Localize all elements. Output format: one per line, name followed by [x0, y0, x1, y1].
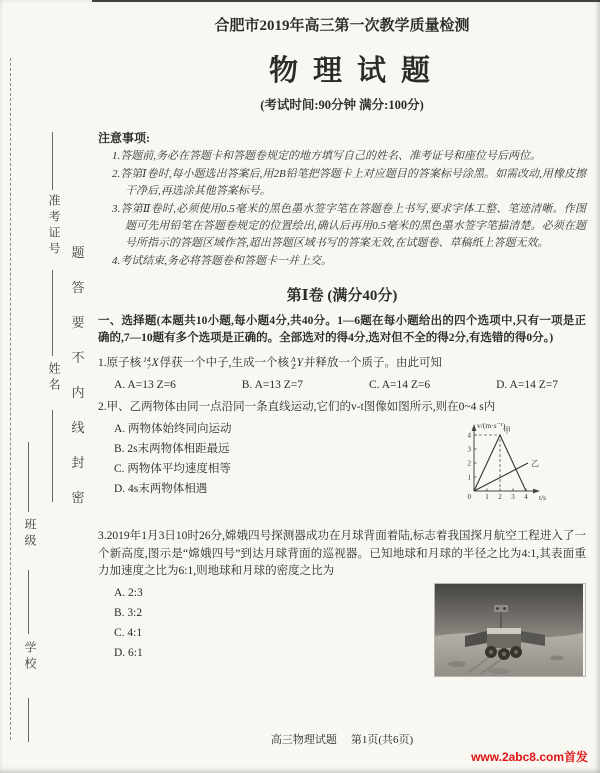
- field-label-exam-number: 准考证号: [47, 194, 61, 258]
- option-a: A. 2:3: [114, 586, 143, 599]
- option-b: B. 3:2: [114, 606, 143, 619]
- option-c: C. 两物体平均速度相等: [114, 462, 231, 475]
- notice-item-2: 2.答第Ⅰ卷时,每小题选出答案后,用2B铅笔把答题卡上对应题目的答案标号涂黑。如需改动,用橡皮擦干净后,再选涂其他答案标号。: [112, 168, 586, 197]
- field-write-line: [52, 132, 53, 190]
- y-tick: 1: [467, 473, 471, 481]
- lunar-rover-photo: [434, 583, 586, 677]
- field-write-line: [28, 698, 29, 742]
- seal-char: 题: [71, 245, 85, 260]
- seal-char: 不: [71, 350, 85, 365]
- x-tick: 1: [485, 492, 489, 501]
- notice-list: [112, 148, 586, 270]
- y-axis-label: v/(m·s⁻¹): [477, 420, 506, 430]
- question-number: 2.: [98, 401, 107, 413]
- notice-item-3: 3.答第Ⅱ卷时,必须使用0.5毫米的黑色墨水签字笔在答题卷上书写,要求字体工整、笔迹清晰。作图题可先用铅笔在答题卷规定的位置绘出,确认后再用0.5毫米的黑色墨水签字笔描清楚。必须在题号所指示的答题区域作答,超出答题区域书写的答案无效,在试题卷、草稿纸上答题无效。: [112, 203, 586, 249]
- option-c: C. 4:1: [114, 626, 143, 639]
- seal-char: 密: [71, 490, 85, 505]
- stem-text: 2019年1月3日10时26分,嫦娥四号探测器成功在月球背面着陆,标志着我国探月航空工程进入了一个新高度,图示是“嫦娥四号”到达月球背面的巡视器。已知地球和月球的半径之比为4:1,其表面重力加速度之比为6:1,则地球和月球的密度之比为: [98, 530, 586, 577]
- series-jia-label: 甲: [503, 425, 511, 435]
- seal-char: 要: [71, 315, 85, 330]
- stem-text: 并释放一个质子。由此可知: [304, 357, 443, 369]
- option-a: A. A=13 Z=6: [114, 378, 176, 391]
- option-c: C. A=14 Z=6: [368, 378, 431, 391]
- vt-graph: [454, 419, 582, 524]
- exam-time-score: (考试时间:90分钟 满分:100分): [260, 98, 424, 112]
- question-3-stem: [98, 528, 586, 581]
- x-axis-label: t/s: [539, 492, 547, 502]
- page-footer: [98, 731, 586, 747]
- option-b: B. A=13 Z=7: [241, 378, 304, 391]
- mass-number: A: [291, 355, 296, 364]
- question-1: [98, 355, 586, 394]
- field-label-class: 班级: [23, 518, 37, 550]
- seal-text-column: [70, 242, 86, 506]
- footer-exam-name: 高三物理试题: [270, 734, 337, 746]
- watermark-url: www.2abc8.com首发: [471, 750, 588, 764]
- element-symbol: X: [151, 357, 159, 369]
- section-title: 第Ⅰ卷 (满分40分): [286, 288, 398, 304]
- field-write-line: [52, 270, 53, 356]
- paper-title: [98, 48, 586, 89]
- field-write-line: [28, 442, 29, 512]
- question-2-stem: [98, 399, 586, 417]
- field-label-school: 学校: [23, 641, 37, 673]
- option-d: D. 4s末两物体相遇: [114, 482, 208, 495]
- scan-edge-line: [92, 0, 600, 2]
- option-d: D. A=14 Z=7: [496, 378, 558, 391]
- stem-text: 原子核: [106, 357, 142, 369]
- y-tick: 3: [467, 445, 471, 453]
- stem-text: 俘获一个中子,生成一个核: [159, 357, 290, 369]
- notice-title: 注意事项:: [98, 131, 150, 145]
- series-yi-label: 乙: [531, 458, 539, 468]
- option-d: D. 6:1: [114, 646, 143, 659]
- field-write-line: [52, 410, 53, 502]
- option-a: A. 两物体始终同向运动: [114, 422, 232, 435]
- question-number: 1.: [98, 357, 107, 369]
- seal-char: 线: [71, 420, 85, 435]
- nuclide-y: [289, 357, 304, 369]
- question-1-options: [114, 377, 558, 395]
- notice-item-1: 1.答题前,务必在答题卡和答题卷规定的地方填写自己的姓名、准考证号和座位号后两位。: [112, 150, 541, 162]
- exam-header: 合肥市2019年高三第一次教学质量检测: [214, 18, 470, 34]
- footer-page-number: 第1页(共6页): [350, 734, 414, 746]
- seal-char: 封: [71, 455, 85, 470]
- seal-char: 答: [71, 280, 85, 295]
- atomic-number: Z: [291, 362, 296, 371]
- question-number: 3.: [98, 530, 107, 542]
- x-tick: 4: [524, 492, 528, 501]
- nuclide-x: [141, 357, 160, 369]
- mass-number: 14: [143, 355, 151, 364]
- x-tick: 3: [511, 492, 515, 501]
- stem-text: 甲、乙两物体由同一点沿同一条直线运动,它们的v-t图像如图所示,则在0~4 s内: [106, 401, 496, 413]
- field-label-name: 姓名: [47, 362, 61, 394]
- part-intro: 一、选择题(本题共10小题,每小题4分,共40分。1—6题在每小题给出的四个选项中,只有一项是正确的,7—10题有多个选项是正确的。全部选对的得4分,选对但不全的得2分,有选错的得0分。): [98, 315, 586, 344]
- question-1-stem: [98, 355, 586, 373]
- element-symbol: Y: [296, 357, 304, 369]
- seal-dashed-line: [10, 58, 11, 740]
- x-tick: 2: [498, 492, 502, 501]
- notice-item-4: 4.考试结束,务必将答题卷和答题卡一并上交。: [112, 255, 332, 267]
- option-b: B. 2s末两物体相距最远: [114, 442, 230, 455]
- main-content: [98, 8, 586, 677]
- origin-label: 0: [467, 492, 471, 501]
- paper-title-text: 物理试题: [268, 55, 445, 87]
- question-2: [98, 399, 586, 523]
- seal-char: 内: [71, 385, 85, 400]
- field-write-line: [28, 570, 29, 634]
- atomic-number: 7: [146, 362, 151, 371]
- y-tick: 2: [467, 459, 471, 467]
- question-3: [98, 528, 586, 677]
- y-tick: 4: [467, 431, 471, 439]
